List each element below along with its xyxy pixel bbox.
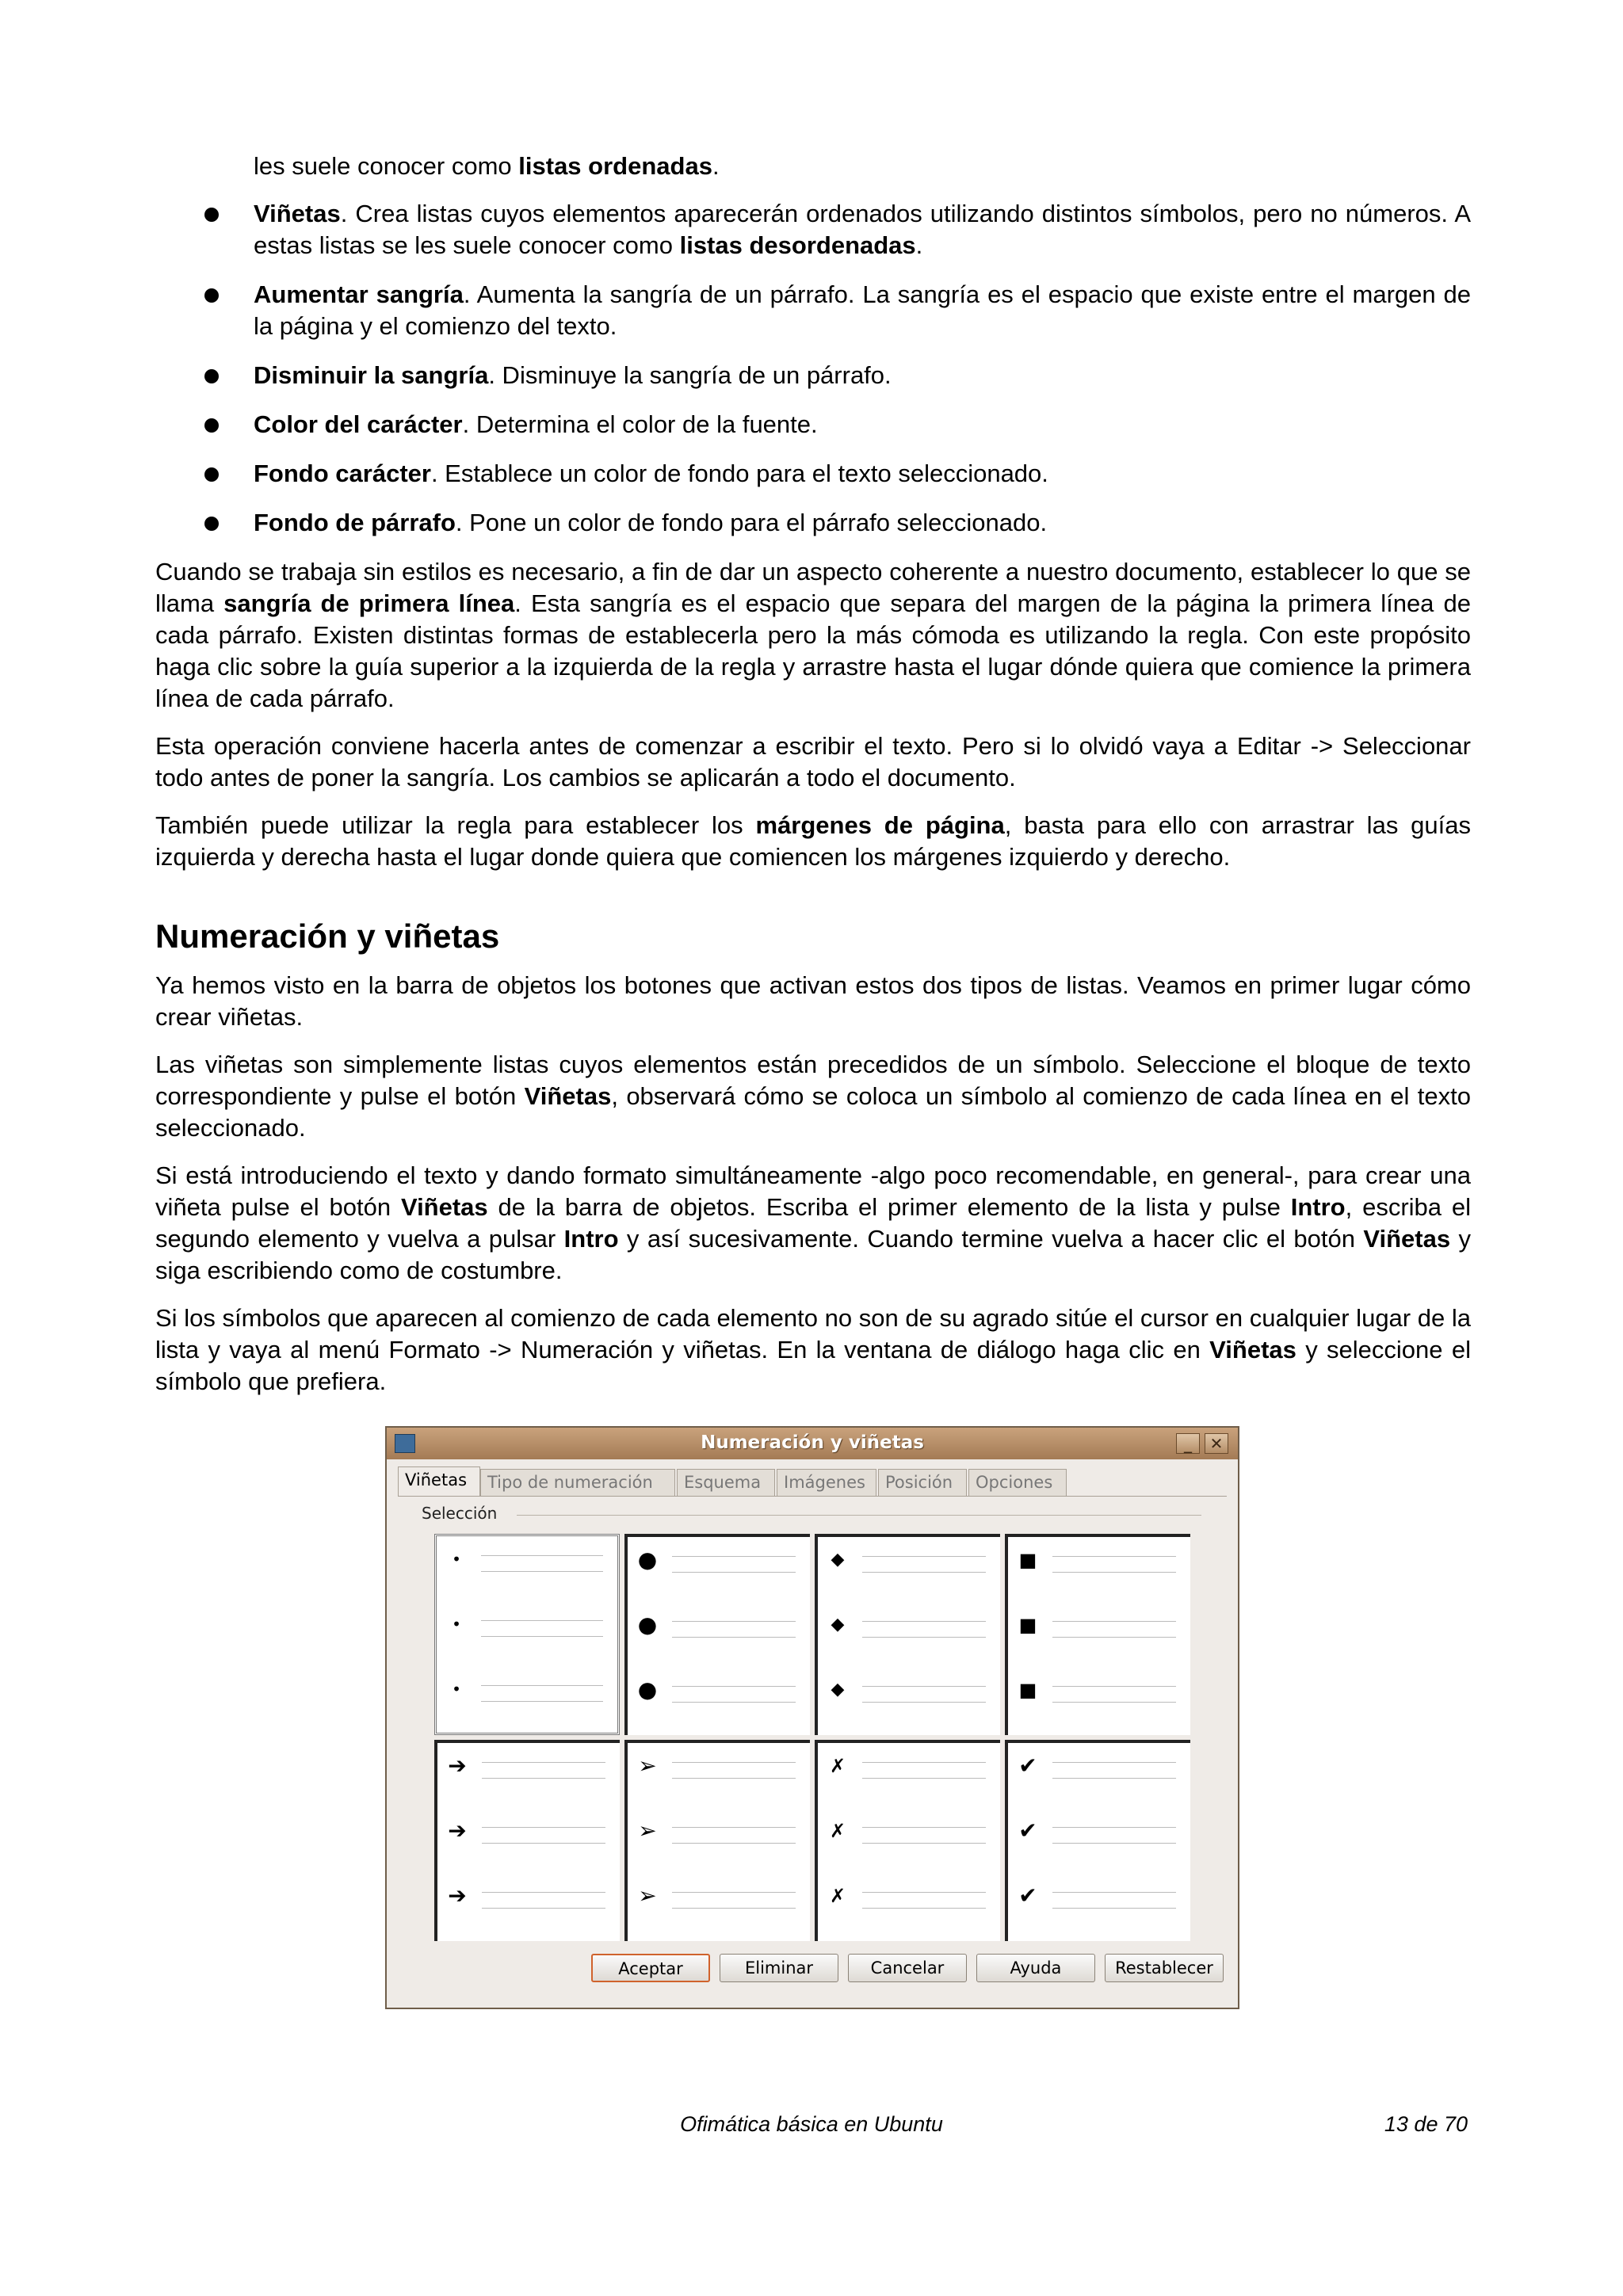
cross-mark-icon: ✗ <box>829 1755 846 1777</box>
intro-post: . <box>712 152 720 180</box>
bullet-text: . Disminuye la sangría de un párrafo. <box>488 361 892 389</box>
tab-tipo-numeracion[interactable]: Tipo de numeración <box>480 1469 675 1496</box>
bullet-option-arrow[interactable] <box>434 1740 620 1941</box>
accept-button[interactable]: Aceptar <box>591 1954 710 1982</box>
list-item <box>155 198 1471 261</box>
bullets-dialog-screenshot <box>385 1426 1239 2009</box>
dialog-title: Numeración y viñetas <box>701 1432 924 1453</box>
help-button[interactable]: Ayuda <box>976 1954 1095 1982</box>
bullet-term: Fondo carácter <box>254 460 431 487</box>
bullet-option-small-dot[interactable] <box>434 1534 620 1735</box>
text: , basta para ello con arrastrar las guías izquierda y derecha hasta el lugar donde quiera que comiencen los márgenes izquierdo y derecho. <box>155 811 1471 871</box>
tab-esquema[interactable]: Esquema <box>677 1469 775 1496</box>
arrowhead-icon: ➢ <box>638 1817 657 1844</box>
bullet-term: Fondo de párrafo <box>254 509 456 536</box>
bold-term: Viñetas <box>1363 1225 1451 1253</box>
paragraph-bullets-definition <box>155 1049 1471 1144</box>
text: y seleccione el símbolo que prefiera. <box>155 1336 1471 1395</box>
paragraph-select-all: Esta operación conviene hacerla antes de comenzar a escribir el texto. Pero si lo olvidó vaya a Editar -> Seleccionar todo antes de poner la sangría. Los cambios se aplicarán a todo el documento. <box>155 732 1471 791</box>
paragraph-page-margins <box>155 810 1471 873</box>
bullet-dot-icon <box>204 369 219 383</box>
text: , observará cómo se coloca un símbolo al comienzo de cada línea en el texto seleccionado. <box>155 1082 1471 1142</box>
large-dot-icon: ● <box>637 1611 658 1638</box>
text: Cuando se trabaja sin estilos es necesario, a fin de dar un aspecto coherente a nuestro documento, establecer lo que se llama <box>155 558 1471 617</box>
cross-mark-icon: ✗ <box>829 1820 846 1842</box>
large-dot-icon: ● <box>637 1547 658 1573</box>
close-button[interactable]: ✕ <box>1205 1433 1228 1454</box>
bold-term: Viñetas <box>524 1082 612 1110</box>
bullet-option-check[interactable] <box>1005 1740 1190 1941</box>
list-item <box>155 279 1471 342</box>
bold-term: sangría de primera línea <box>223 589 515 617</box>
small-dot-icon: • <box>452 1615 461 1634</box>
text: . Esta sangría es el espacio que separa del margen de la página la primera línea de cada párrafo. Existen distintas formas de establecerla pero la más cómoda es utilizando la regla. Con este propósito haga clic sobre la guía superior a la izquierda de la regla y arrastre hasta el lugar dónde quiera que comience la primera línea de cada párrafo. <box>155 589 1471 712</box>
bullet-text: . Crea listas cuyos elementos aparecerán ordenados utilizando distintos símbolos, pero no números. A estas listas se les suele conocer como <box>254 200 1471 259</box>
check-mark-icon: ✔ <box>1018 1753 1037 1779</box>
bullet-term: Aumentar sangría <box>254 280 464 308</box>
bullet-term-2: listas desordenadas <box>679 231 916 259</box>
bullet-option-arrowhead[interactable] <box>624 1740 810 1941</box>
tab-vinetas[interactable]: Viñetas <box>398 1466 480 1497</box>
small-dot-icon: • <box>452 1550 461 1569</box>
dialog-titlebar <box>387 1428 1238 1459</box>
paragraph-typing-bullets <box>155 1160 1471 1287</box>
cancel-button[interactable]: Cancelar <box>848 1954 967 1982</box>
square-icon: ■ <box>1018 1614 1037 1636</box>
list-item <box>155 458 1471 490</box>
bullet-dot-icon <box>204 467 219 482</box>
bullet-tail: . <box>915 231 923 259</box>
cross-mark-icon: ✗ <box>829 1885 846 1907</box>
check-mark-icon: ✔ <box>1018 1882 1037 1909</box>
footer-title: Ofimática básica en Ubuntu <box>680 2112 943 2136</box>
minimize-button[interactable]: _ <box>1176 1433 1200 1454</box>
delete-button[interactable]: Eliminar <box>720 1954 838 1982</box>
document-page <box>155 151 1471 1413</box>
diamond-icon: ◆ <box>831 1615 845 1634</box>
large-dot-icon: ● <box>637 1676 658 1703</box>
check-mark-icon: ✔ <box>1018 1817 1037 1844</box>
tab-divider <box>398 1496 1227 1497</box>
page-number: 13 de 70 <box>1384 2112 1468 2136</box>
bullet-term: Disminuir la sangría <box>254 361 489 389</box>
small-dot-icon: • <box>452 1680 461 1699</box>
text: También puede utilizar la regla para establecer los <box>155 811 756 839</box>
bullet-text: . Aumenta la sangría de un párrafo. La sangría es el espacio que existe entre el margen de la página y el comienzo del texto. <box>254 280 1471 340</box>
bullet-option-square[interactable] <box>1005 1534 1190 1735</box>
tab-imagenes[interactable]: Imágenes <box>777 1469 876 1496</box>
text: Si está introduciendo el texto y dando formato simultáneamente -algo poco recomendable, en general-, para crear una viñeta pulse el botón <box>155 1161 1471 1221</box>
bold-term: Intro <box>563 1225 619 1253</box>
bold-term: márgenes de página <box>755 811 1005 839</box>
bullet-text: . Determina el color de la fuente. <box>462 410 818 438</box>
bullet-dot-icon <box>204 418 219 433</box>
tab-posicion[interactable]: Posición <box>878 1469 967 1496</box>
bullet-dot-icon <box>204 208 219 222</box>
bold-term: Viñetas <box>1209 1336 1296 1363</box>
text: , escriba el segundo elemento y vuelva a pulsar <box>155 1193 1471 1253</box>
bullet-term: Color del carácter <box>254 410 463 438</box>
bullet-text: . Establece un color de fondo para el texto seleccionado. <box>430 460 1048 487</box>
text: y siga escribiendo como de costumbre. <box>155 1225 1472 1284</box>
group-divider <box>517 1515 1201 1516</box>
square-icon: ■ <box>1018 1679 1037 1701</box>
bullet-term: Viñetas <box>254 200 341 227</box>
intro-bold: listas ordenadas <box>518 152 712 180</box>
paragraph-intro-bullets: Ya hemos visto en la barra de objetos los botones que activan estos dos tipos de listas. Veamos en primer lugar cómo crear viñetas. <box>155 971 1471 1031</box>
bullet-option-diamond[interactable] <box>815 1534 1000 1735</box>
arrow-icon: ➔ <box>448 1817 467 1844</box>
bullet-text: . Pone un color de fondo para el párrafo seleccionado. <box>455 509 1048 536</box>
list-item <box>155 507 1471 539</box>
text: de la barra de objetos. Escriba el primer elemento de la lista y pulse <box>487 1193 1291 1221</box>
bullet-dot-icon <box>204 288 219 303</box>
paragraph-change-symbols <box>155 1302 1471 1398</box>
square-icon: ■ <box>1018 1549 1037 1571</box>
text: Si los símbolos que aparecen al comienzo de cada elemento no son de su agrado sitúe el cursor en cualquier lugar de la lista y vaya al menú Formato -> Numeración y viñetas. En la ventana de diálogo haga clic en <box>155 1304 1471 1363</box>
arrowhead-icon: ➢ <box>638 1753 657 1779</box>
toolbar-bullet-list <box>155 198 1471 539</box>
text: y así sucesivamente. Cuando termine vuelva a hacer clic el botón <box>618 1225 1364 1253</box>
diamond-icon: ◆ <box>831 1550 845 1569</box>
diamond-icon: ◆ <box>831 1680 845 1699</box>
intro-text: les suele conocer como <box>254 152 519 180</box>
paragraph-first-line-indent <box>155 556 1471 715</box>
reset-button[interactable]: Restablecer <box>1105 1954 1224 1982</box>
arrow-icon: ➔ <box>448 1882 467 1909</box>
text: Las viñetas son simplemente listas cuyos elementos están precedidos de un símbolo. Seleccione el bloque de texto correspondiente y pulse el botón <box>155 1051 1471 1110</box>
arrowhead-icon: ➢ <box>638 1882 657 1909</box>
section-heading: Numeración y viñetas <box>155 917 500 955</box>
bold-term: Viñetas <box>400 1193 488 1221</box>
list-item <box>155 409 1471 441</box>
bullet-dot-icon <box>204 517 219 531</box>
selection-group-label: Selección <box>422 1504 498 1523</box>
arrow-icon: ➔ <box>448 1753 467 1779</box>
tab-opciones[interactable]: Opciones <box>968 1469 1067 1496</box>
bullet-option-cross[interactable] <box>815 1740 1000 1941</box>
list-item <box>155 360 1471 391</box>
intro-line <box>254 151 1471 182</box>
bullet-option-large-dot[interactable] <box>624 1534 810 1735</box>
bold-term: Intro <box>1290 1193 1346 1221</box>
